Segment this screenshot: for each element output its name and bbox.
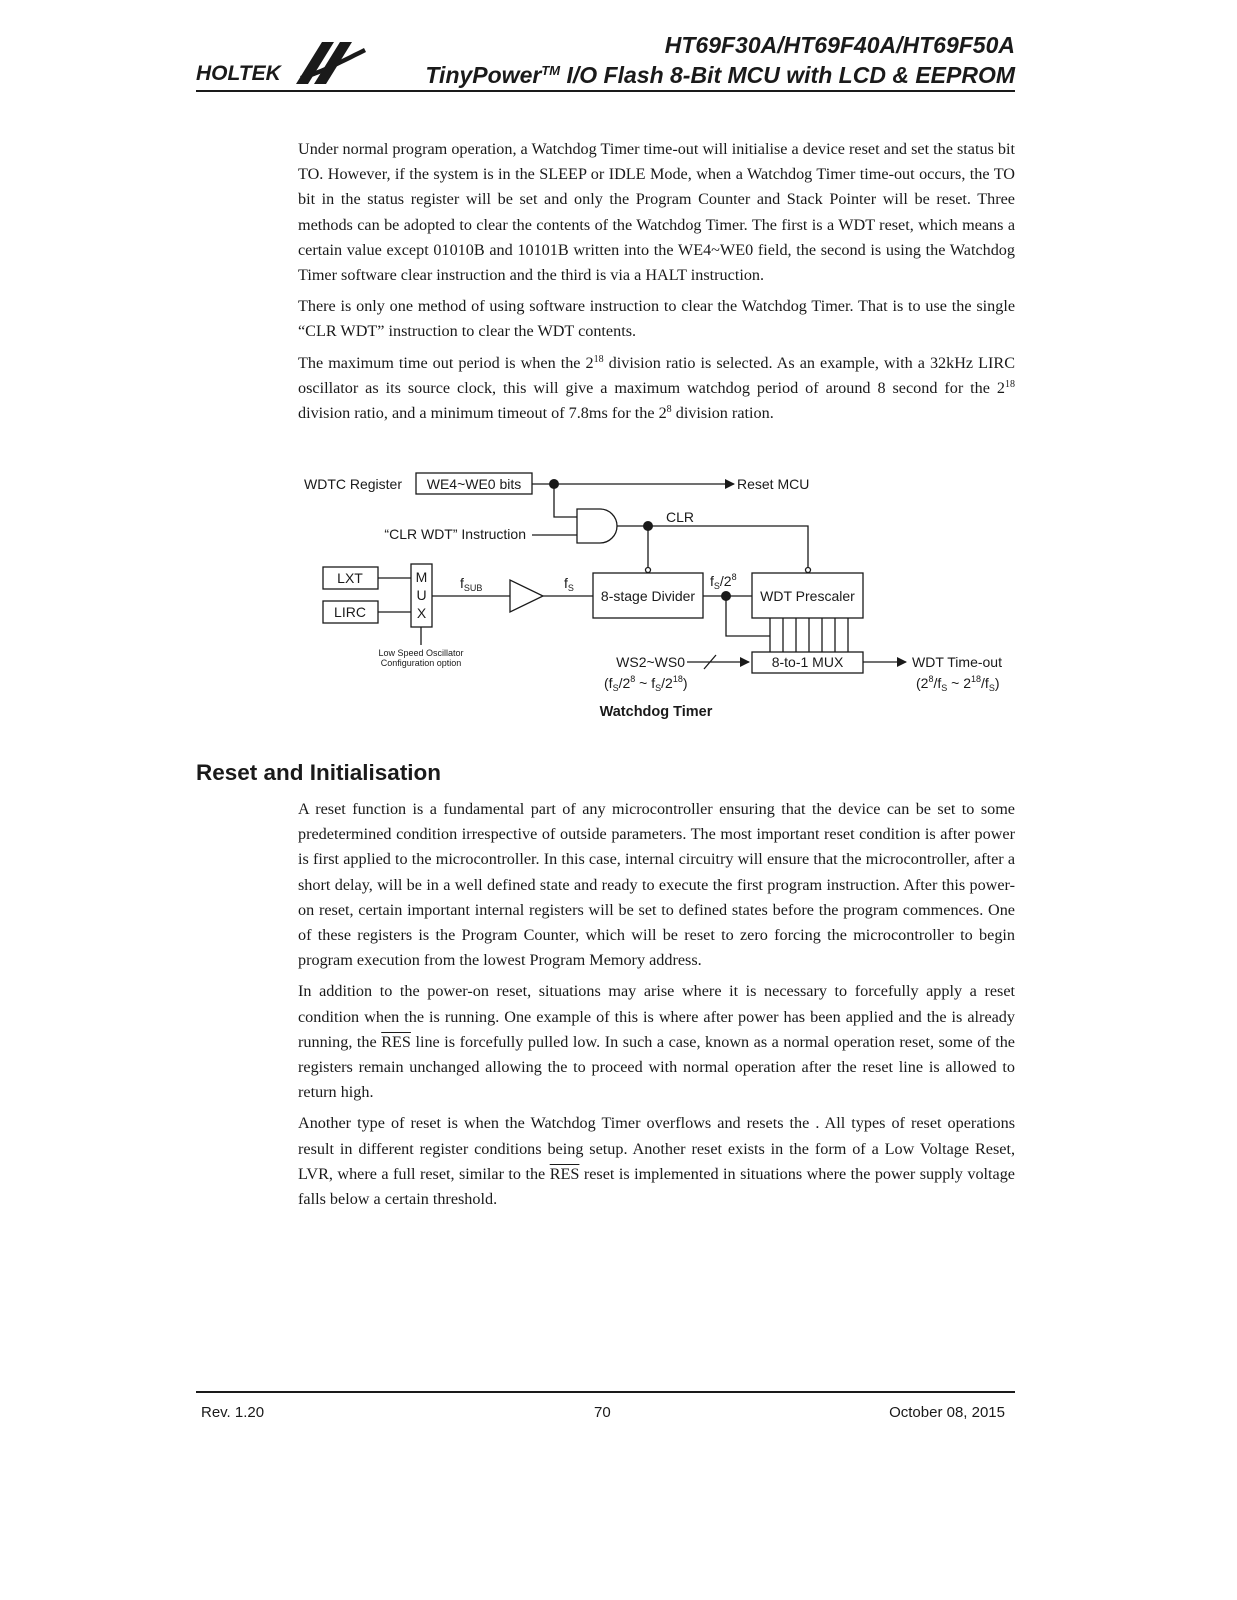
footer-rule <box>196 1391 1015 1393</box>
superscript: 8 <box>666 404 672 416</box>
to-range-part: S <box>941 683 948 693</box>
label-wdtc-register: WDTC Register <box>304 476 403 492</box>
to-range-part: ) <box>994 675 1000 691</box>
label-fs <box>564 575 574 593</box>
label-timeout-range <box>916 674 1000 693</box>
wdt-paragraph-3 <box>298 351 1015 427</box>
to-range-part: ~ 2 <box>947 675 972 691</box>
label-lxt: LXT <box>337 570 363 586</box>
text-run: The maximum time out period is when the 2 <box>298 353 594 372</box>
label-clr: CLR <box>666 509 695 525</box>
wdt-paragraph-1: Under normal program operation, a Watchdog Timer time-out will initialise a device reset and set the status bit TO. However, if the system is in the SLEEP or IDLE Mode, when a Watchdog Timer time-out occurs, the TO bit in the status register will be set and only the Program Counter and Stack Pointer will be reset. Three methods can be adopted to clear the contents of the Watchdog Timer. The first is a WDT reset, which means a certain value except 01010B and 10101B written into the WE4~WE0 field, the second is using the Watchdog Timer software clear instruction and the third is via a HALT instruction. <box>298 140 1015 285</box>
trademark: TM <box>541 63 561 78</box>
text-run: division ration. <box>671 404 774 423</box>
subtitle-suffix: I/O Flash 8-Bit MCU with LCD & EEPROM <box>560 62 1015 88</box>
label-lirc: LIRC <box>334 604 366 620</box>
reset-text-block <box>298 797 1015 1218</box>
to-range-part: (2 <box>916 675 929 691</box>
superscript: 18 <box>593 353 604 365</box>
ws-range-part: S <box>612 683 619 693</box>
label-fs28 <box>710 572 737 591</box>
prescaler-clr-inversion <box>806 568 811 573</box>
logo-mark-icon <box>296 42 366 84</box>
to-range-part: S <box>988 683 995 693</box>
wdt-text-block <box>298 137 1015 432</box>
label-low-speed-1: Low Speed Oscillator <box>378 648 464 658</box>
label-clr-wdt-instruction: “CLR WDT” Instruction <box>384 526 526 542</box>
footer-date: October 08, 2015 <box>889 1404 1005 1421</box>
wdt-paragraph-2: There is only one method of using software instruction to clear the Watchdog Timer. That is to use the single “CLR WDT” instruction to clear the WDT contents. <box>298 297 1015 341</box>
product-subtitle <box>425 60 1015 90</box>
label-divider: 8-stage Divider <box>600 588 696 604</box>
ws-range-part: ~ f <box>635 675 656 691</box>
to-range-part: 8 <box>928 674 934 684</box>
ws-range-part: S <box>655 683 662 693</box>
to-range-part: 18 <box>971 674 982 684</box>
ws-range-part: (f <box>604 675 613 691</box>
divider-clr-inversion <box>646 568 651 573</box>
label-timeout: WDT Time-out <box>912 654 1002 670</box>
junction-clr <box>643 521 653 531</box>
label-mux-8to1: 8-to-1 MUX <box>771 654 844 670</box>
label-mux-u: U <box>416 587 427 603</box>
ws-range-part: 8 <box>630 674 636 684</box>
label-low-speed-2: Configuration option <box>380 658 462 668</box>
fs-sub: S <box>567 583 574 593</box>
ws-range-part: /2 <box>618 675 631 691</box>
buffer-triangle <box>510 580 543 612</box>
label-we-bits: WE4~WE0 bits <box>426 476 522 492</box>
logo-text: HOLTEK <box>196 62 281 85</box>
header-rule <box>196 90 1015 92</box>
document-title <box>425 30 1015 90</box>
text-run: line is forcefully pulled low. In such a case, known as a normal operation reset, some of the registers remain unchanged allowing the to proceed with normal operation after the reset line is allowed to return high. <box>298 1032 1015 1102</box>
fs-f: f <box>564 575 568 591</box>
reset-paragraph-1: A reset function is a fundamental part of any microcontroller ensuring that the device can be set to some predetermined condition irrespective of outside parameters. The most important reset condition is after power is first applied to the microcontroller. In this case, internal circuitry will ensure that the microcontroller, after a short delay, will be in a well defined state and ready to execute the first program instruction. After this power-on reset, certain important internal registers will be set to defined states before the program commences. One of these registers is the Program Counter, which will be reset to zero forcing the microcontroller to begin program execution from the lowest Program Memory address. <box>298 800 1015 970</box>
we-to-gate-wire <box>554 484 577 517</box>
label-mux-m: M <box>415 569 428 585</box>
res-signal: $\overline{RES}$ <box>381 1032 411 1051</box>
ws-range-part: ) <box>682 675 688 691</box>
fsub-f: f <box>460 575 464 591</box>
label-ws: WS2~WS0 <box>616 654 685 670</box>
text-run: Another type of reset is when the Watchdog Timer overflows and resets the . All types of reset operations result in different register conditions being setup. Another reset exists in the form of a Low Voltage Reset, LVR, where a full reset, similar to the <box>298 1114 1015 1183</box>
holtek-logo <box>196 32 376 92</box>
text-run: division ratio, and a minimum timeout of 7.8ms for the 2 <box>298 404 667 423</box>
to-range-part: /f <box>933 675 942 691</box>
and-gate <box>577 509 617 543</box>
fs28-f: f <box>710 573 714 589</box>
to-range-part: /f <box>981 675 989 691</box>
text-run: division ratio is selected. As an example, with a 32kHz LIRC oscillator as its source clock, this will give a maximum watchdog period of around 8 second for the 2 <box>298 353 1015 397</box>
label-prescaler: WDT Prescaler <box>760 588 855 604</box>
clr-wire <box>617 526 808 568</box>
junction-we <box>549 479 559 489</box>
reset-paragraph-2 <box>298 979 1015 1105</box>
section-title-reset: Reset and Initialisation <box>196 760 442 785</box>
res-signal: $\overline{RES}$ <box>549 1164 580 1183</box>
footer-revision: Rev. 1.20 <box>201 1404 265 1421</box>
text-run: In addition to the power-on reset, situations may arise where it is necessary to forcefully apply a reset condition when the is running. One example of this is where after power has been applied and the is already running, the <box>298 982 1015 1051</box>
ws-range-part: 18 <box>672 674 683 684</box>
text-run: reset is implemented in situations where the power supply voltage falls below a certain threshold. <box>298 1164 1015 1209</box>
diagram-caption: Watchdog Timer <box>599 704 713 720</box>
label-fsub <box>460 575 482 593</box>
fsub-sub: SUB <box>463 583 483 593</box>
subtitle-prefix: TinyPower <box>425 62 542 88</box>
fs28-sub: S <box>713 581 720 591</box>
label-reset-mcu: Reset MCU <box>737 476 810 492</box>
label-mux-x: X <box>416 605 427 621</box>
ws-range-part: /2 <box>661 675 673 691</box>
label-ws-range <box>604 674 688 693</box>
watchdog-timer-diagram <box>300 466 1020 726</box>
footer-page-number: 70 <box>594 1404 611 1421</box>
fs28-sup: 8 <box>731 572 737 582</box>
reset-paragraph-3 <box>298 1111 1015 1212</box>
part-numbers: HT69F30A/HT69F40A/HT69F50A <box>664 32 1015 58</box>
prescaler-taps <box>770 618 848 652</box>
fs28-rest: /2 <box>719 573 732 589</box>
superscript: 18 <box>1005 378 1015 390</box>
junction-fs28 <box>721 591 731 601</box>
